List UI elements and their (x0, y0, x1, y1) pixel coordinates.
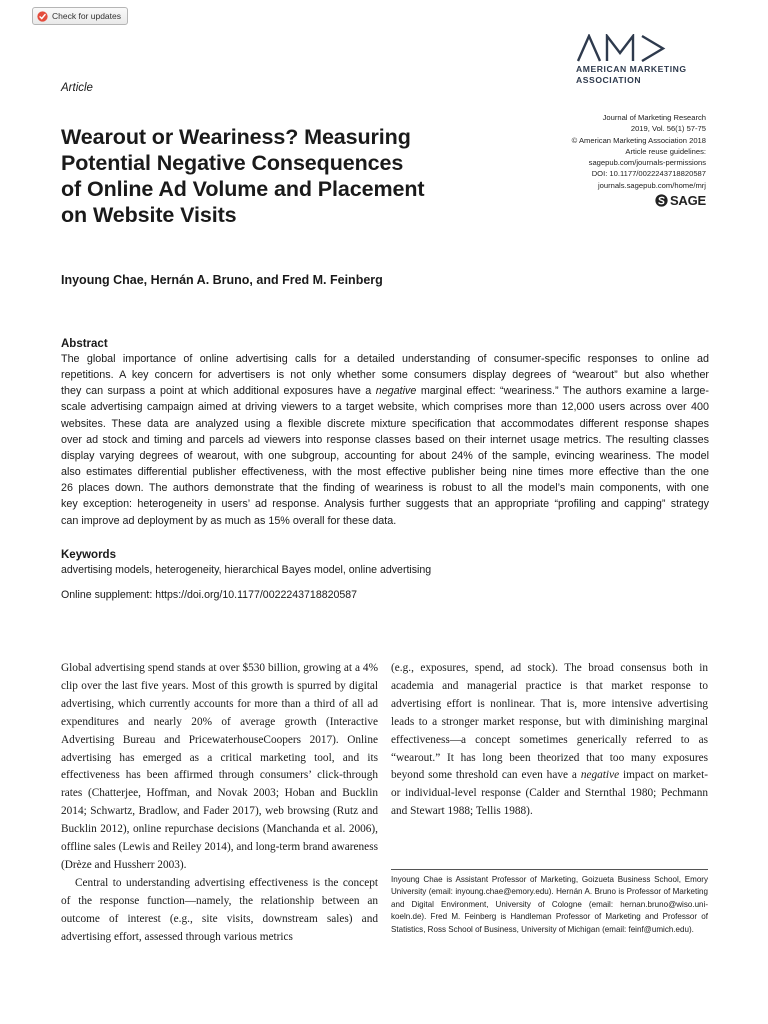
abstract-line: The global importance of online advertising calls for a detailed understanding of consumer-specific responses to online ad (61, 353, 709, 365)
abstract-line: scale advertising campaign aimed at driving viewers to a target website, which comprises more than 12,000 users across over 400 (61, 401, 709, 414)
permissions-link[interactable]: sagepub.com/journals-permissions (588, 158, 706, 168)
body-paragraph: (e.g., exposures, spend, ad stock). The broad consensus both in academia and managerial practice is that market response to advertising effort is nonlinear. That is, more intensive advertising leads to a stronger market response, but with diminishing marginal effectiveness—a concept sometimes generically referred to as “wearout.” It has long been theorized that too many exposures beyond some threshold can even have a negative impact on market- or individual-level response (Calder and Sternthal 1980; Pechmann and Stewart 1988; Tellis 1988). (391, 662, 708, 818)
journal-home-link[interactable]: journals.sagepub.com/home/mrj (597, 180, 706, 190)
check-for-updates-label: Check for updates (52, 11, 121, 21)
keywords-list: advertising models, heterogeneity, hierarchical Bayes model, online advertising (61, 564, 432, 576)
ama-logo (576, 34, 708, 86)
abstract-line: websites. These data are analyzed using a flexible discrete mixture specification that accommodates different response shapes (61, 417, 709, 430)
abstract-line: over ad stock and timing and parcels ad viewers into response classes based on their internet usage metrics. The resulting classes (61, 433, 709, 446)
journal-name: Journal of Marketing Research (602, 113, 706, 122)
online-supplement-link[interactable]: Online supplement: https://doi.org/10.1177/0022243718820587 (61, 589, 358, 601)
author-list: Inyoung Chae, Hernán A. Bruno, and Fred M. Feinberg (61, 273, 383, 287)
abstract-line: repetitions. A key concern for advertisers is not only whether some consumers display degrees of “wearout” but also whether (61, 369, 709, 382)
body-paragraph: Global advertising spend stands at over $530 billion, growing at a 4% clip over the last five years. Most of this growth is spurred by digital advertising, which currently accounts for more than a third of all ad expenditures and nearly 20% of average growth (Interactive Advertising Bureau and PricewaterhouseCoopers 2017). Online advertising has emerged as a critical marketing tool, and its effectiveness has been affirmed through consumers’ click-through rates (Chatterjee, Hoffman, and Novak 2003; Hoban and Bucklin 2014; Schwartz, Bradlow, and Fader 2017), web browsing (Rutz and Bucklin 2012), online repurchase decisions (Manchanda et al. 2006), offline sales (Lewis and Reiley 2014), and long-term brand awareness (Drèze and Hussherr 2003). (61, 662, 378, 871)
abstract-line: can improve ad deployment by as much as 15% overall for these data. (61, 514, 397, 527)
update-badge-icon (37, 11, 48, 22)
body-paragraph: Central to understanding advertising effectiveness is the concept of the response function—namely, the relationship between an outcome of interest (e.g., site visits, downstream sales) and advertising effort, assessed through various metrics (61, 876, 378, 943)
abstract-line: 26 places down. The authors demonstrate that the finding of weariness is robust to all the model’s main components, with one (61, 482, 709, 495)
sage-s-icon (655, 194, 668, 207)
abstract-text (61, 351, 709, 529)
copyright: © American Marketing Association 2018 (571, 135, 706, 145)
check-for-updates-button[interactable] (32, 7, 128, 25)
abstract-line: they can surpass a point at which additional exposures have a negative marginal effect: “weariness.” The authors examine a large- (61, 385, 709, 398)
title-line: on Website Visits (61, 203, 237, 227)
sage-logo (655, 193, 706, 208)
footnote-divider (391, 869, 708, 870)
doi-link[interactable]: DOI: 10.1177/0022243718820587 (591, 169, 706, 179)
abstract-line: display varying degrees of wearout, with one subgroup, accounting for about 24% of the sample, evincing weariness. The model (61, 449, 709, 462)
body-column-left (61, 660, 378, 947)
ama-logo-text: AMERICAN MARKETING ASSOCIATION (576, 64, 687, 85)
reuse-guidelines-label: Article reuse guidelines: (625, 146, 706, 156)
abstract-line: key exception: heterogeneity in users’ ad response. Analysis further suggests that an appropriate “profiling and capping” strategy (61, 498, 709, 511)
abstract-heading: Abstract (61, 338, 108, 350)
body-column-right (391, 660, 708, 821)
ama-logo-mark-icon (576, 34, 666, 62)
article-title (61, 124, 481, 228)
author-affiliation-footnote: Inyoung Chae is Assistant Professor of Marketing, Goizueta Business School, Emory University (email: inyoung.chae@emory.edu). Hernán A. Bruno is Professor of Marketing and Digital Environment, University of Cologne (email: hernan.bruno@wiso.uni-koeln.de). Fred M. Feinberg is Handleman Professor of Marketing and Professor of Statistics, Ross School of Business, University of Michigan (email: feinf@umich.edu). (391, 875, 708, 934)
emphasis-negative: negative (375, 385, 417, 398)
sage-label: SAGE (669, 193, 706, 208)
emphasis-negative: negative (580, 769, 620, 782)
journal-volume: 2019, Vol. 56(1) 57-75 (630, 124, 706, 134)
abstract-line: also estimates differential publisher effectiveness, with the most effective publisher being nine times more effective than the one (61, 466, 709, 479)
journal-info (572, 112, 706, 191)
title-line: Wearout or Weariness? Measuring (61, 125, 411, 149)
title-line: of Online Ad Volume and Placement (61, 177, 425, 201)
title-line: Potential Negative Consequences (61, 151, 404, 175)
article-type-label: Article (61, 82, 93, 94)
keywords-heading: Keywords (61, 549, 116, 561)
